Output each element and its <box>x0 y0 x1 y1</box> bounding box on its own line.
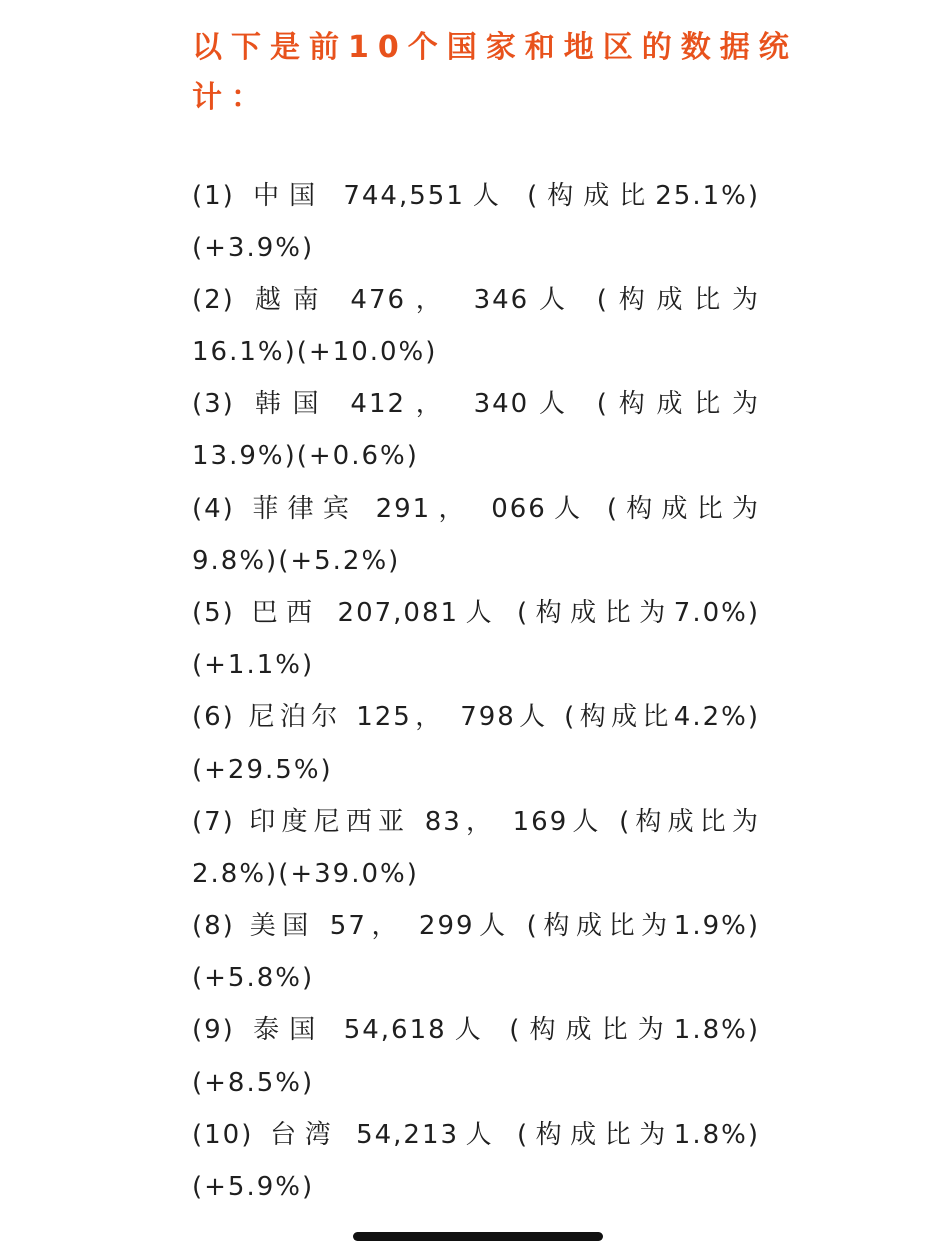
stat-line-15: (8) 美国 57， 299人 (构成比为1.9%) <box>192 911 760 941</box>
stat-line-20: (+5.9%) <box>192 1172 315 1202</box>
stat-line-3: (2) 越南 476， 346人 (构成比为 <box>192 285 760 315</box>
stat-line-16: (+5.8%) <box>192 963 315 993</box>
stat-line-12: (+29.5%) <box>192 755 333 785</box>
stat-line-4: 16.1%)(+10.0%) <box>192 337 438 367</box>
page-title-line-1: 以下是前10个国家和地区的数据统 <box>192 30 798 65</box>
stat-line-7: (4) 菲律宾 291， 066人 (构成比为 <box>192 494 760 524</box>
stat-line-5: (3) 韩国 412， 340人 (构成比为 <box>192 389 760 419</box>
stat-line-8: 9.8%)(+5.2%) <box>192 546 401 576</box>
stat-line-9: (5) 巴西 207,081人 (构成比为7.0%) <box>192 598 760 628</box>
stat-line-17: (9) 泰国 54,618人 (构成比为1.8%) <box>192 1015 760 1045</box>
stat-line-11: (6) 尼泊尔 125， 798人 (构成比4.2%) <box>192 702 760 732</box>
stat-line-19: (10) 台湾 54,213人 (构成比为1.8%) <box>192 1120 760 1150</box>
page-title-line-2: 计： <box>192 80 270 115</box>
stat-line-6: 13.9%)(+0.6%) <box>192 441 419 471</box>
stat-line-14: 2.8%)(+39.0%) <box>192 859 419 889</box>
stat-line-13: (7) 印度尼西亚 83， 169人 (构成比为 <box>192 807 760 837</box>
stat-line-18: (+8.5%) <box>192 1068 315 1098</box>
stat-line-1: (1) 中国 744,551人 (构成比25.1%) <box>192 181 760 211</box>
home-indicator[interactable] <box>353 1232 603 1241</box>
stat-line-2: (+3.9%) <box>192 233 315 263</box>
stat-line-10: (+1.1%) <box>192 650 315 680</box>
